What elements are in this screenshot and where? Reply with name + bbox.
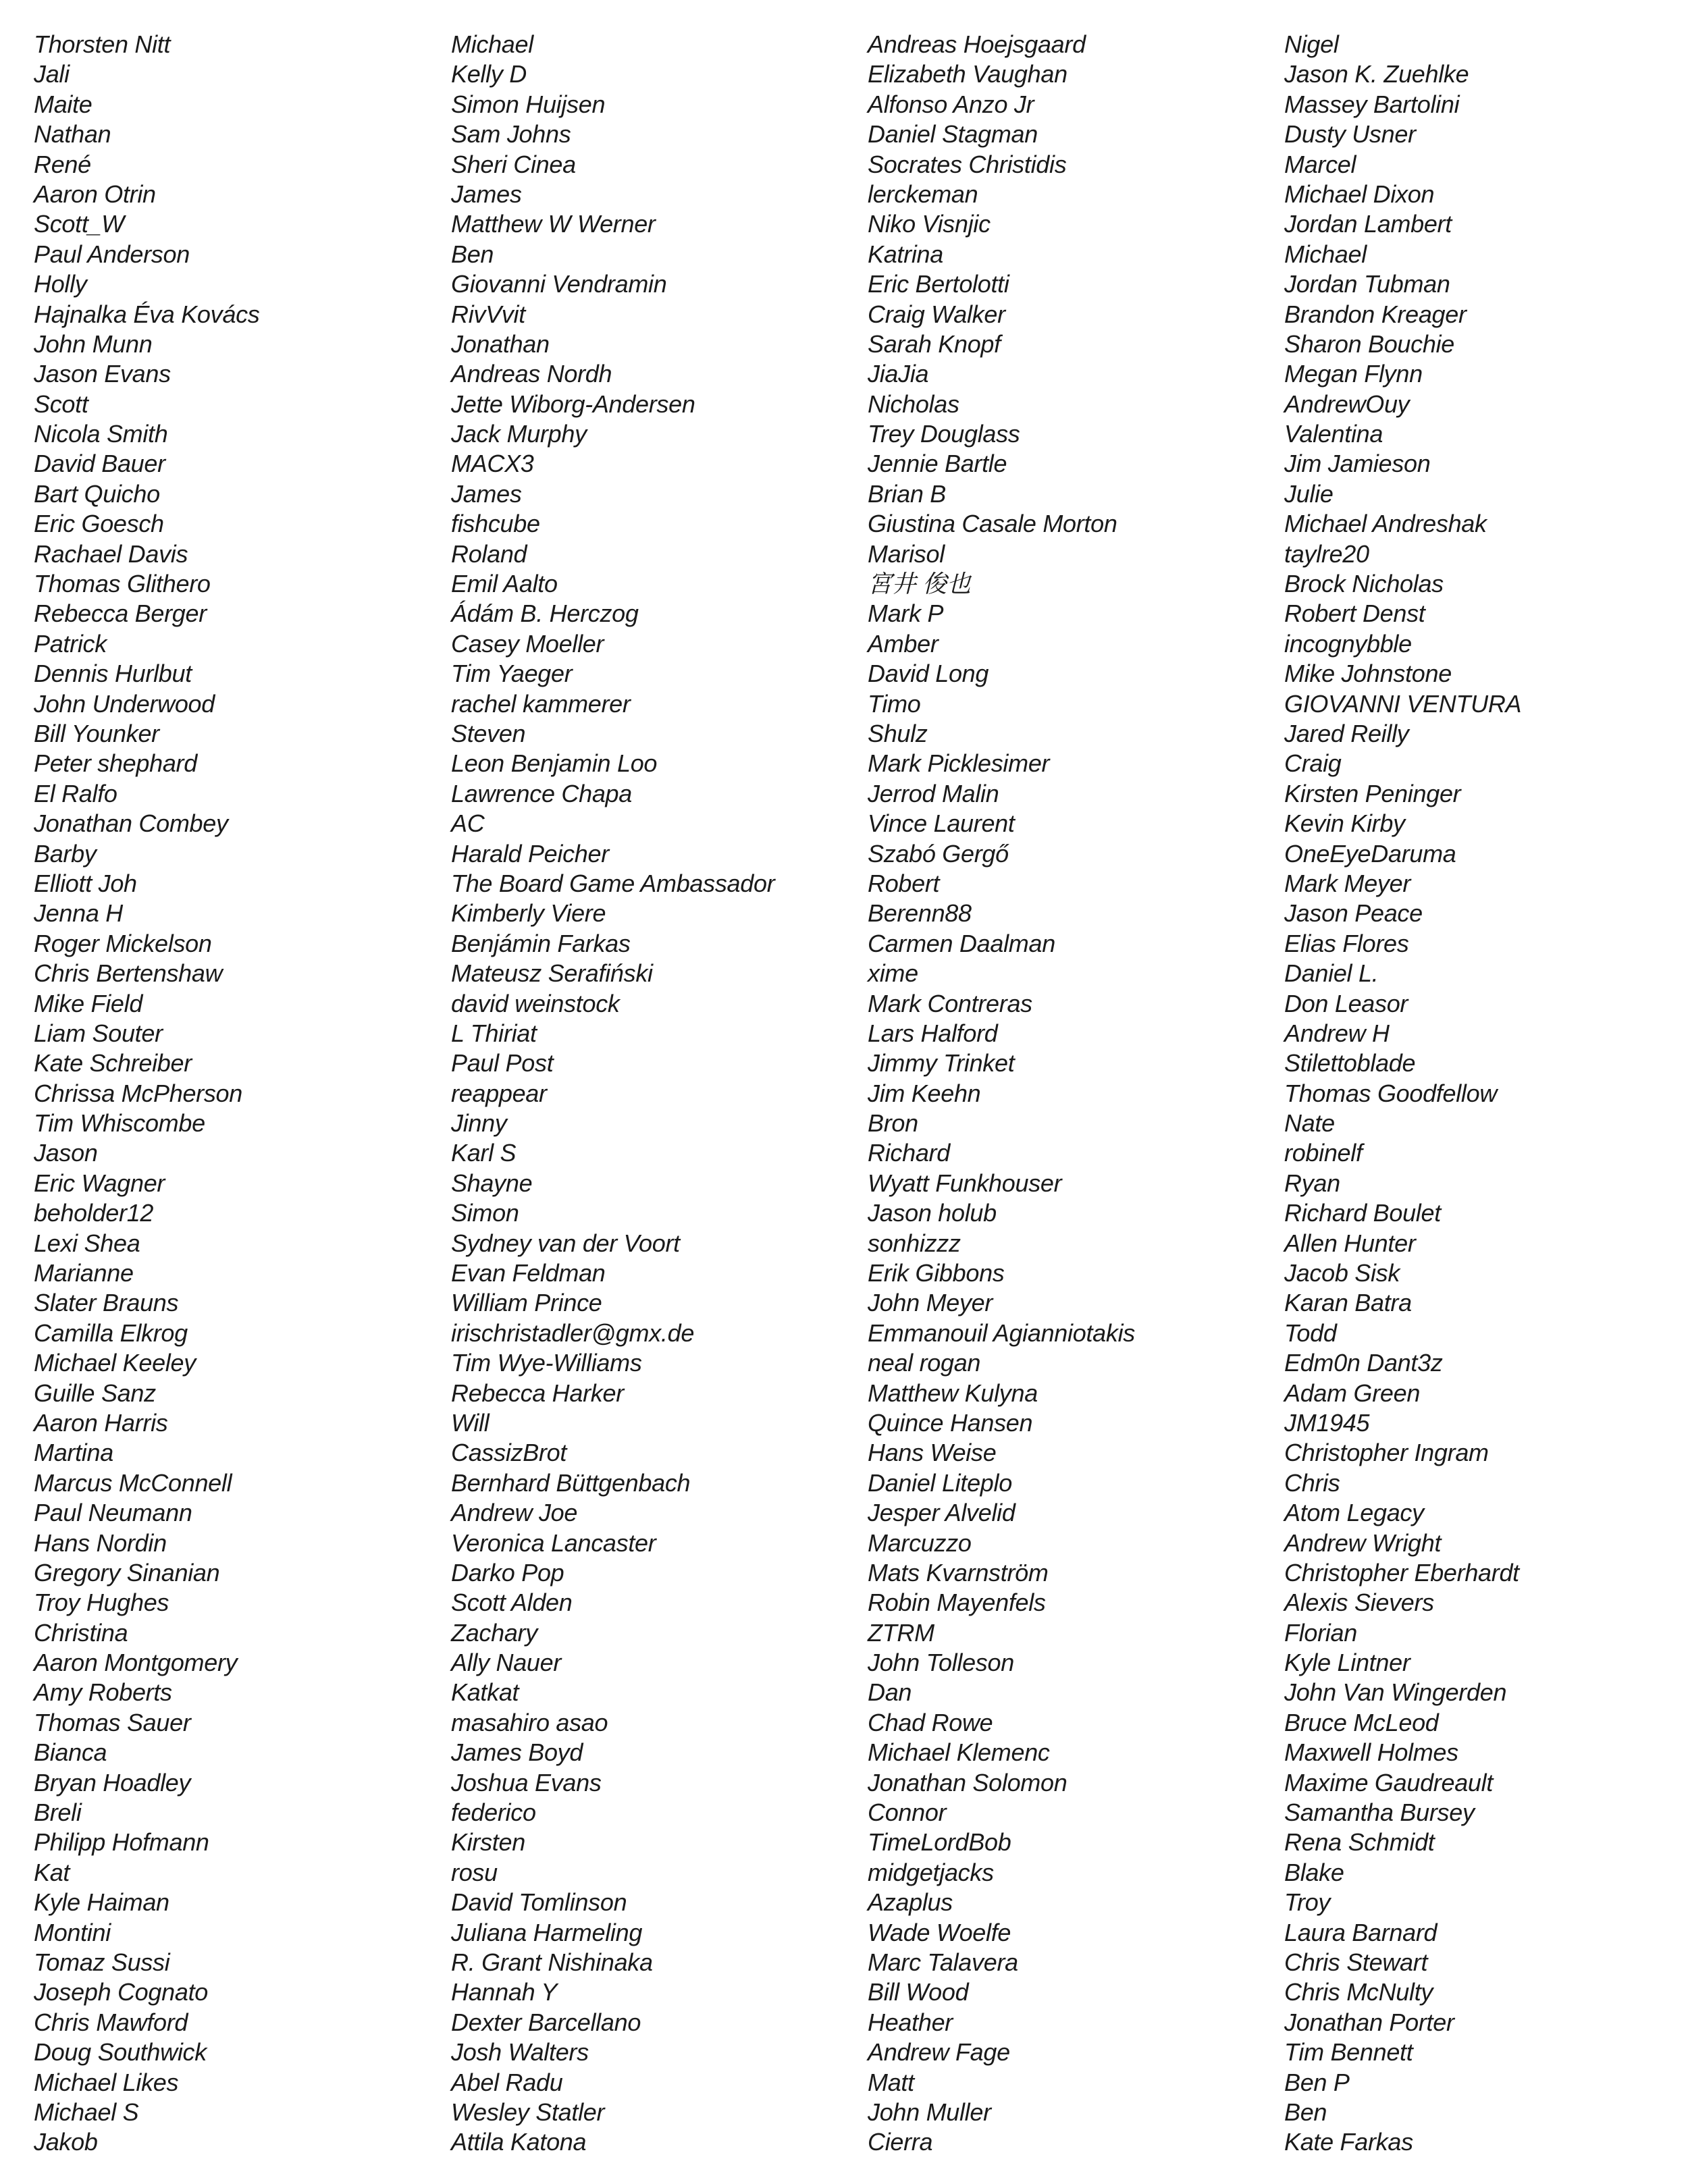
- backer-name: AndrewOuy: [1284, 390, 1410, 418]
- backer-name: Don Leasor: [1284, 989, 1408, 1017]
- backer-name: Guille Sanz: [34, 1379, 156, 1407]
- backer-name: Lawrence Chapa: [451, 779, 632, 807]
- backer-name: Florian: [1284, 1618, 1357, 1647]
- backer-name: Josh Walters: [451, 2038, 589, 2067]
- backer-name: Azaplus: [868, 1888, 953, 1917]
- backer-name: Jason Evans: [34, 360, 171, 388]
- backer-name: Simon Huijsen: [451, 90, 606, 118]
- backer-name: Bill Wood: [868, 1978, 969, 2006]
- backer-name: Jakob: [34, 2128, 98, 2156]
- backer-name: David Long: [868, 660, 989, 688]
- backer-name: reappear: [451, 1079, 547, 1107]
- backer-name: John Underwood: [34, 689, 215, 718]
- backer-name: René: [34, 150, 91, 178]
- backer-name: Ben: [451, 240, 494, 268]
- backer-name: 宮井 俊也: [868, 570, 971, 598]
- backer-name: Jason K. Zuehlke: [1284, 60, 1469, 88]
- backer-name: Aaron Harris: [34, 1408, 168, 1437]
- backer-name: Casey Moeller: [451, 629, 604, 658]
- backer-name: Katkat: [451, 1678, 519, 1707]
- backer-name: Jim Jamieson: [1284, 450, 1431, 478]
- backer-name: Jenna H: [34, 899, 123, 928]
- backer-name: Jennie Bartle: [868, 450, 1007, 478]
- backer-name: Troy Hughes: [34, 1589, 169, 1617]
- backer-name: Jonathan Combey: [34, 809, 228, 838]
- backer-name: Chris McNulty: [1284, 1978, 1433, 2006]
- backer-name: Cierra: [868, 2128, 933, 2156]
- backer-name: John Munn: [34, 329, 153, 358]
- backer-name: Chris Bertenshaw: [34, 959, 223, 988]
- backer-name: Andrew H: [1284, 1019, 1390, 1047]
- backer-name: Berenn88: [868, 899, 972, 928]
- backer-name: Patrick: [34, 629, 107, 658]
- backer-name: Ádám B. Herczog: [451, 600, 639, 628]
- backer-name: Thomas Goodfellow: [1284, 1079, 1498, 1107]
- backer-name: James Boyd: [451, 1738, 583, 1767]
- backer-name: Trey Douglass: [868, 420, 1020, 448]
- backer-name: Andrew Wright: [1284, 1528, 1442, 1557]
- backer-name: Todd: [1284, 1319, 1337, 1347]
- backer-name: robinelf: [1284, 1139, 1363, 1167]
- backer-name: Kyle Haiman: [34, 1888, 169, 1917]
- backer-name: Julie: [1284, 479, 1334, 508]
- backer-name: Hannah Y: [451, 1978, 558, 2006]
- backer-name: Maxime Gaudreault: [1284, 1768, 1494, 1796]
- backer-name: taylre20: [1284, 539, 1369, 568]
- backer-name: Kirsten: [451, 1828, 525, 1857]
- backer-name: Vince Laurent: [868, 809, 1015, 838]
- backer-name: Slater Brauns: [34, 1289, 179, 1317]
- backer-name: Joshua Evans: [451, 1768, 602, 1796]
- backer-name: John Meyer: [868, 1289, 993, 1317]
- backer-name: Mats Kvarnström: [868, 1558, 1049, 1587]
- backer-name: Hajnalka Éva Kovács: [34, 300, 260, 328]
- backer-name: Kyle Lintner: [1284, 1649, 1410, 1677]
- backer-name: Elliott Joh: [34, 869, 137, 897]
- backer-name: Lars Halford: [868, 1019, 998, 1047]
- backer-name: Ben: [1284, 2098, 1327, 2126]
- backer-name: Christina: [34, 1618, 128, 1647]
- backer-name: Sarah Knopf: [868, 329, 1001, 358]
- backer-name: Erik Gibbons: [868, 1259, 1005, 1287]
- backer-name: William Prince: [451, 1289, 602, 1317]
- backer-name: Dan: [868, 1678, 912, 1707]
- backer-name: Leon Benjamin Loo: [451, 749, 658, 778]
- backer-name: Robert: [868, 869, 940, 897]
- backer-name: Michael Likes: [34, 2068, 179, 2096]
- backer-name: Jared Reilly: [1284, 719, 1409, 747]
- backer-name: Camilla Elkrog: [34, 1319, 188, 1347]
- backer-name: Mark Picklesimer: [868, 749, 1050, 778]
- backer-name: Thomas Glithero: [34, 570, 211, 598]
- backer-name: Brandon Kreager: [1284, 300, 1467, 328]
- name-column-2: [451, 30, 774, 2158]
- backer-name: Maite: [34, 90, 93, 118]
- backer-name: Matthew W Werner: [451, 210, 656, 238]
- backer-name: Heather: [868, 2008, 953, 2036]
- backer-name: Darko Pop: [451, 1558, 564, 1587]
- backer-name: Giustina Casale Morton: [868, 510, 1117, 538]
- backer-name: Martina: [34, 1439, 113, 1467]
- backer-name: Michael Klemenc: [868, 1738, 1050, 1767]
- backer-name: Marcel: [1284, 150, 1356, 178]
- backer-name: Tim Bennett: [1284, 2038, 1413, 2067]
- name-column-4: [1284, 30, 1521, 2158]
- backer-name: Brian B: [868, 479, 946, 508]
- backer-name: Roland: [451, 539, 527, 568]
- backer-name: R. Grant Nishinaka: [451, 1948, 653, 1976]
- backer-name: midgetjacks: [868, 1858, 994, 1886]
- backer-name: Elizabeth Vaughan: [868, 60, 1067, 88]
- backer-name: Nathan: [34, 120, 111, 149]
- backer-name: Breli: [34, 1799, 82, 1827]
- backer-name: Marc Talavera: [868, 1948, 1018, 1976]
- backer-name: Kirsten Peninger: [1284, 779, 1461, 807]
- backer-name: Robert Denst: [1284, 600, 1425, 628]
- backer-name: Megan Flynn: [1284, 360, 1423, 388]
- backer-name: Mateusz Serafiński: [451, 959, 653, 988]
- backer-name: sonhizzz: [868, 1229, 961, 1257]
- backer-name: Tomaz Sussi: [34, 1948, 170, 1976]
- backer-name: Daniel Liteplo: [868, 1468, 1012, 1497]
- backer-name: Jordan Lambert: [1284, 210, 1452, 238]
- backer-name: Alexis Sievers: [1284, 1589, 1434, 1617]
- backer-name: Tim Wye-Williams: [451, 1349, 642, 1377]
- backer-name: Daniel L.: [1284, 959, 1379, 988]
- backer-name: Chad Rowe: [868, 1708, 993, 1736]
- backer-name: CassizBrot: [451, 1439, 567, 1467]
- backer-name: Jette Wiborg-Andersen: [451, 390, 695, 418]
- backer-name: John Van Wingerden: [1284, 1678, 1507, 1707]
- backer-name: Tim Yaeger: [451, 660, 573, 688]
- backer-name: Michael Andreshak: [1284, 510, 1487, 538]
- backer-name: Rebecca Berger: [34, 600, 207, 628]
- backer-name: Chris Mawford: [34, 2008, 188, 2036]
- backer-name: lerckeman: [868, 180, 978, 208]
- backer-name: El Ralfo: [34, 779, 117, 807]
- backer-name: David Bauer: [34, 450, 165, 478]
- backer-name: Mark Contreras: [868, 989, 1032, 1017]
- backer-name: Kevin Kirby: [1284, 809, 1405, 838]
- backer-name: Marcus McConnell: [34, 1468, 232, 1497]
- backer-name: Kate Schreiber: [34, 1049, 192, 1077]
- backer-name: Rebecca Harker: [451, 1379, 624, 1407]
- backer-name: Blake: [1284, 1858, 1344, 1886]
- backer-name: James: [451, 479, 522, 508]
- backer-name: John Tolleson: [868, 1649, 1014, 1677]
- backer-name: Wyatt Funkhouser: [868, 1169, 1062, 1197]
- backer-name: Philipp Hofmann: [34, 1828, 209, 1857]
- backer-name: Jason Peace: [1284, 899, 1423, 928]
- backer-name: Tim Whiscombe: [34, 1109, 205, 1138]
- backer-name: Rena Schmidt: [1284, 1828, 1435, 1857]
- backer-name: Michael S: [34, 2098, 139, 2126]
- backer-name: Elias Flores: [1284, 929, 1409, 957]
- backer-name: Valentina: [1284, 420, 1383, 448]
- backer-name: JiaJia: [868, 360, 929, 388]
- backer-name: Jason: [34, 1139, 98, 1167]
- backer-name: Dexter Barcellano: [451, 2008, 641, 2036]
- backer-name: Aaron Montgomery: [34, 1649, 238, 1677]
- backer-name: Sam Johns: [451, 120, 571, 149]
- backer-name: Katrina: [868, 240, 943, 268]
- backer-name: Connor: [868, 1799, 947, 1827]
- backer-name: Nate: [1284, 1109, 1335, 1138]
- backer-name: Mark P: [868, 600, 944, 628]
- backer-name: Christopher Eberhardt: [1284, 1558, 1519, 1587]
- backer-name: Stilettoblade: [1284, 1049, 1416, 1077]
- backer-name: Adam Green: [1284, 1379, 1421, 1407]
- backer-name: Jerrod Malin: [868, 779, 999, 807]
- backer-name: Veronica Lancaster: [451, 1528, 656, 1557]
- backer-name: Amy Roberts: [34, 1678, 172, 1707]
- backer-name: Sheri Cinea: [451, 150, 576, 178]
- backer-name: Gregory Sinanian: [34, 1558, 220, 1587]
- backer-name: Jinny: [451, 1109, 507, 1138]
- backer-name: Karl S: [451, 1139, 517, 1167]
- backer-name: Niko Visnjic: [868, 210, 991, 238]
- backer-name: neal rogan: [868, 1349, 981, 1377]
- backer-name: Chris: [1284, 1468, 1340, 1497]
- backer-name: Shulz: [868, 719, 928, 747]
- backer-name: Timo: [868, 689, 921, 718]
- backer-name: Paul Neumann: [34, 1499, 192, 1527]
- backer-name: Matthew Kulyna: [868, 1379, 1038, 1407]
- backer-name: Holly: [34, 270, 87, 298]
- backer-name: Craig Walker: [868, 300, 1005, 328]
- backer-name: Wesley Statler: [451, 2098, 605, 2126]
- backer-name: Andreas Nordh: [451, 360, 612, 388]
- backer-name: Thomas Sauer: [34, 1708, 191, 1736]
- backer-name: Michael: [451, 30, 533, 58]
- backer-name: Christopher Ingram: [1284, 1439, 1489, 1467]
- backer-name: Sharon Bouchie: [1284, 329, 1454, 358]
- backer-name: Nicholas: [868, 390, 959, 418]
- backer-name: James: [451, 180, 522, 208]
- backer-name: Jesper Alvelid: [868, 1499, 1016, 1527]
- backer-name: Matt: [868, 2068, 914, 2096]
- backer-name: L Thiriat: [451, 1019, 537, 1047]
- backer-name: Jonathan Porter: [1284, 2008, 1454, 2036]
- backer-name: AC: [451, 809, 485, 838]
- backer-name: Michael Keeley: [34, 1349, 196, 1377]
- backer-name: Jason holub: [868, 1199, 997, 1227]
- backer-name: rachel kammerer: [451, 689, 631, 718]
- backer-name: Eric Bertolotti: [868, 270, 1009, 298]
- backer-name: GIOVANNI VENTURA: [1284, 689, 1522, 718]
- backer-name: TimeLordBob: [868, 1828, 1011, 1857]
- backer-name: Rachael Davis: [34, 539, 188, 568]
- name-column-1: [34, 30, 259, 2158]
- backer-name: Bron: [868, 1109, 918, 1138]
- backer-name: rosu: [451, 1858, 498, 1886]
- backer-name: Lexi Shea: [34, 1229, 140, 1257]
- backer-name: Kimberly Viere: [451, 899, 606, 928]
- backer-name: Ally Nauer: [451, 1649, 562, 1677]
- name-column-3: [868, 30, 1135, 2158]
- backer-name: incognybble: [1284, 629, 1412, 658]
- backer-name: Massey Bartolini: [1284, 90, 1460, 118]
- backer-name: masahiro asao: [451, 1708, 608, 1736]
- backer-name: Karan Batra: [1284, 1289, 1412, 1317]
- backer-name: Peter shephard: [34, 749, 197, 778]
- backer-name: Montini: [34, 1918, 111, 1946]
- backer-name: Hans Nordin: [34, 1528, 167, 1557]
- backer-name: Bruce McLeod: [1284, 1708, 1439, 1736]
- backer-name: Jali: [34, 60, 70, 88]
- backer-name: Scott Alden: [451, 1589, 573, 1617]
- backer-name: Bianca: [34, 1738, 107, 1767]
- backer-name: Nicola Smith: [34, 420, 168, 448]
- backer-name: The Board Game Ambassador: [451, 869, 775, 897]
- backer-name: John Muller: [868, 2098, 991, 2126]
- backer-name: Joseph Cognato: [34, 1978, 208, 2006]
- backer-name: Abel Radu: [451, 2068, 563, 2096]
- backer-name: Daniel Stagman: [868, 120, 1038, 149]
- backer-name: beholder12: [34, 1199, 154, 1227]
- backer-name: federico: [451, 1799, 536, 1827]
- backer-name: Ryan: [1284, 1169, 1340, 1197]
- backer-name: david weinstock: [451, 989, 620, 1017]
- backer-name: Aaron Otrin: [34, 180, 156, 208]
- backer-name: Kelly D: [451, 60, 527, 88]
- backer-name: Paul Post: [451, 1049, 554, 1077]
- backer-name: Eric Goesch: [34, 510, 164, 538]
- backer-name: Chrissa McPherson: [34, 1079, 243, 1107]
- backer-name: Bryan Hoadley: [34, 1768, 191, 1796]
- backer-name: Richard: [868, 1139, 950, 1167]
- backer-name: Simon: [451, 1199, 519, 1227]
- backer-name: Michael: [1284, 240, 1367, 268]
- backer-name: Mark Meyer: [1284, 869, 1411, 897]
- backer-name: Michael Dixon: [1284, 180, 1435, 208]
- backer-name: Eric Wagner: [34, 1169, 165, 1197]
- backer-name: Doug Southwick: [34, 2038, 207, 2067]
- backer-name: Emil Aalto: [451, 570, 558, 598]
- backer-name: Zachary: [451, 1618, 537, 1647]
- backer-name: Jonathan Solomon: [868, 1768, 1067, 1796]
- backer-name: Quince Hansen: [868, 1408, 1033, 1437]
- backer-name: David Tomlinson: [451, 1888, 627, 1917]
- backer-name: Mike Johnstone: [1284, 660, 1452, 688]
- backer-name: Liam Souter: [34, 1019, 163, 1047]
- backer-name: Thorsten Nitt: [34, 30, 171, 58]
- backer-name: Jim Keehn: [868, 1079, 981, 1107]
- backer-name: Scott_W: [34, 210, 124, 238]
- backer-name: Barby: [34, 839, 97, 868]
- backer-name: Bart Quicho: [34, 479, 160, 508]
- backer-name: Chris Stewart: [1284, 1948, 1428, 1976]
- backer-name: Paul Anderson: [34, 240, 190, 268]
- backer-name: Roger Mickelson: [34, 929, 212, 957]
- backer-name: Evan Feldman: [451, 1259, 606, 1287]
- backer-name: Juliana Harmeling: [451, 1918, 643, 1946]
- backer-name: Steven: [451, 719, 526, 747]
- backer-name: MACX3: [451, 450, 534, 478]
- backer-name: Emmanouil Agianniotakis: [868, 1319, 1135, 1347]
- backer-name: xime: [868, 959, 918, 988]
- backer-name: Ben P: [1284, 2068, 1350, 2096]
- backer-name: Robin Mayenfels: [868, 1589, 1046, 1617]
- backer-name: Wade Woelfe: [868, 1918, 1011, 1946]
- backer-name: Andrew Joe: [451, 1499, 578, 1527]
- backer-name: Dennis Hurlbut: [34, 660, 192, 688]
- backer-name: Laura Barnard: [1284, 1918, 1438, 1946]
- backer-name: Bernhard Büttgenbach: [451, 1468, 691, 1497]
- backer-name: JM1945: [1284, 1408, 1370, 1437]
- backer-name: Carmen Daalman: [868, 929, 1055, 957]
- backer-name: Amber: [868, 629, 939, 658]
- backer-name: fishcube: [451, 510, 540, 538]
- backer-name: Marisol: [868, 539, 945, 568]
- backer-name: Jordan Tubman: [1284, 270, 1450, 298]
- backer-name: Bill Younker: [34, 719, 159, 747]
- backer-name: Jack Murphy: [451, 420, 587, 448]
- backer-name: OneEyeDaruma: [1284, 839, 1456, 868]
- backer-name: Andreas Hoejsgaard: [868, 30, 1086, 58]
- backer-name: Attila Katona: [451, 2128, 587, 2156]
- backer-name: Edm0n Dant3z: [1284, 1349, 1443, 1377]
- backer-name: Sydney van der Voort: [451, 1229, 680, 1257]
- backer-name: Jimmy Trinket: [868, 1049, 1015, 1077]
- backer-name: Atom Legacy: [1284, 1499, 1424, 1527]
- backer-name: Socrates Christidis: [868, 150, 1067, 178]
- backer-name: Allen Hunter: [1284, 1229, 1416, 1257]
- backer-name: ZTRM: [868, 1618, 934, 1647]
- backer-name: Richard Boulet: [1284, 1199, 1441, 1227]
- backer-name: Scott: [34, 390, 88, 418]
- backer-name: Kat: [34, 1858, 70, 1886]
- backer-name: Hans Weise: [868, 1439, 997, 1467]
- backer-name: Harald Peicher: [451, 839, 609, 868]
- backer-name: Troy: [1284, 1888, 1331, 1917]
- backer-name: Mike Field: [34, 989, 143, 1017]
- backer-name: RivVvit: [451, 300, 525, 328]
- backer-name: Dusty Usner: [1284, 120, 1416, 149]
- backer-name: Shayne: [451, 1169, 533, 1197]
- backer-name: Szabó Gergő: [868, 839, 1009, 868]
- backer-name: Andrew Fage: [868, 2038, 1010, 2067]
- backer-name: Jacob Sisk: [1284, 1259, 1400, 1287]
- backer-name: Marianne: [34, 1259, 134, 1287]
- backer-name: Jonathan: [451, 329, 550, 358]
- backer-name: Alfonso Anzo Jr: [868, 90, 1034, 118]
- backer-name: Benjámin Farkas: [451, 929, 631, 957]
- backer-name: Marcuzzo: [868, 1528, 972, 1557]
- backer-name: Samantha Bursey: [1284, 1799, 1475, 1827]
- backer-name: irischristadler@gmx.de: [451, 1319, 695, 1347]
- backer-name: Nigel: [1284, 30, 1339, 58]
- backer-name: Brock Nicholas: [1284, 570, 1444, 598]
- backer-name: Giovanni Vendramin: [451, 270, 667, 298]
- backer-name: Maxwell Holmes: [1284, 1738, 1458, 1767]
- backer-name: Kate Farkas: [1284, 2128, 1413, 2156]
- backer-name: Craig: [1284, 749, 1342, 778]
- backer-name: Will: [451, 1408, 490, 1437]
